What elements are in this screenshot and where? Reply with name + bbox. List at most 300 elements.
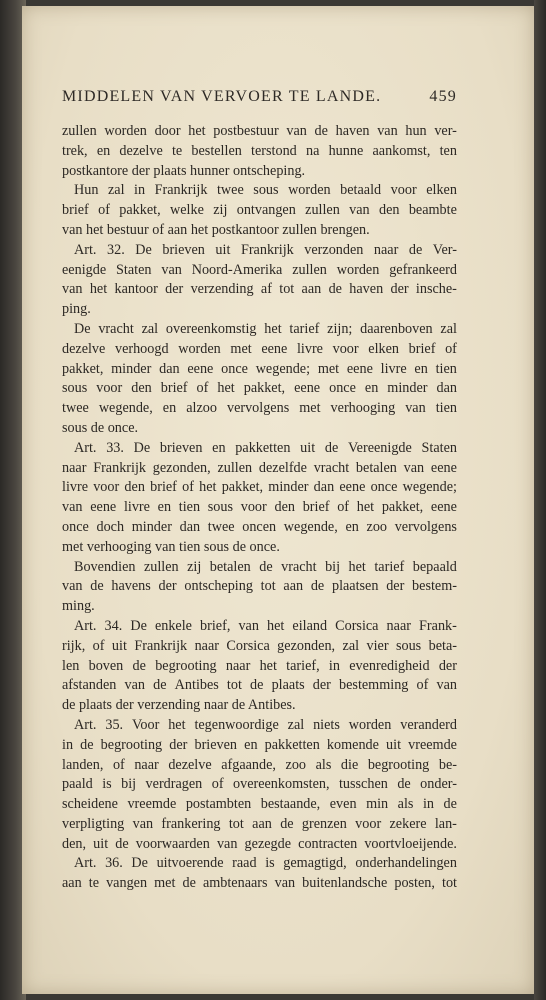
word: of xyxy=(92,637,105,654)
word: boven xyxy=(88,657,124,674)
word: wegende, xyxy=(283,518,338,535)
word: de xyxy=(182,875,196,892)
word: rijk, xyxy=(62,637,86,654)
word: De xyxy=(130,617,147,634)
word: Noord-Amerika xyxy=(191,261,283,278)
word: minder xyxy=(131,518,172,535)
word: twee xyxy=(62,400,89,417)
word: de xyxy=(397,776,411,793)
word: pakket, xyxy=(381,499,424,516)
word: Art. xyxy=(74,617,97,634)
word: der xyxy=(165,281,184,298)
word: aan xyxy=(283,578,304,595)
word: gemagtigd, xyxy=(283,855,347,872)
text-line xyxy=(62,756,457,776)
text-line xyxy=(62,320,457,340)
word: gezonden, xyxy=(152,459,211,476)
word: plaats xyxy=(271,677,305,694)
word: eene xyxy=(346,360,373,377)
word: elken xyxy=(368,340,399,357)
word: tot xyxy=(228,815,244,832)
text-line xyxy=(62,122,457,142)
line-text: de plaats der verzending naar de Antibes. xyxy=(62,697,296,714)
word: de xyxy=(153,677,167,694)
word: en xyxy=(364,380,379,397)
word: de xyxy=(314,123,328,139)
word: en xyxy=(345,518,359,535)
word: livre xyxy=(123,499,150,516)
word: eene xyxy=(294,380,321,397)
word: in xyxy=(328,657,340,674)
word: de xyxy=(80,736,94,753)
word: brieven xyxy=(159,439,203,456)
word: tien xyxy=(435,360,457,377)
running-title: MIDDELEN VAN VERVOER TE LANDE. xyxy=(62,88,382,105)
word: Voor xyxy=(131,716,160,733)
word: ontvangen xyxy=(236,202,296,219)
word: brieven xyxy=(162,241,205,258)
word: 33. xyxy=(106,439,124,456)
word: aankomst, xyxy=(372,142,431,159)
word: contracten xyxy=(298,835,358,852)
word: livre xyxy=(380,360,407,377)
word: Art. xyxy=(74,855,97,872)
word: zoo xyxy=(285,756,307,773)
word: wegende; xyxy=(255,360,311,377)
word: als xyxy=(315,756,332,773)
text-line xyxy=(62,637,457,657)
word: hunne xyxy=(328,142,364,159)
word: Corsica xyxy=(226,637,270,654)
text-line xyxy=(62,478,457,498)
word: aan xyxy=(252,815,272,832)
word: 34. xyxy=(104,617,123,634)
word: de xyxy=(259,558,273,575)
word: met xyxy=(317,360,340,377)
word: 32. xyxy=(107,241,125,258)
word: Antibes xyxy=(174,677,219,694)
word: grenzen xyxy=(301,815,347,832)
word: pakketten xyxy=(235,439,291,456)
word: ambtenaars xyxy=(202,875,268,892)
word: de xyxy=(310,578,325,595)
word: brieven xyxy=(194,736,238,753)
word: voor xyxy=(240,499,267,516)
text-line xyxy=(62,775,457,795)
text-line xyxy=(62,716,457,736)
word: haven xyxy=(349,281,384,298)
word: Frankrijk xyxy=(240,241,294,258)
word: voortvloeijende. xyxy=(364,835,457,852)
word: in xyxy=(134,182,146,199)
word: livre xyxy=(296,340,323,357)
word: dan xyxy=(313,479,335,496)
word: De xyxy=(131,855,148,872)
text-line xyxy=(62,795,457,815)
word: eene xyxy=(90,499,117,516)
word: 36. xyxy=(105,855,123,872)
word: minder xyxy=(268,479,309,496)
word: vreemde xyxy=(127,796,177,813)
word: de xyxy=(115,835,129,852)
text-line xyxy=(62,597,457,617)
word: of xyxy=(416,677,429,694)
word: vreemde xyxy=(408,736,457,753)
word: dan xyxy=(159,360,180,377)
word: en xyxy=(162,400,177,417)
word: Corsica xyxy=(335,617,379,634)
word: van xyxy=(286,123,307,139)
word: voor xyxy=(355,815,382,832)
word: begrooting xyxy=(155,657,217,674)
word: de xyxy=(408,241,423,258)
word: pakket, xyxy=(62,360,104,377)
word: van xyxy=(62,578,83,595)
word: minder xyxy=(387,380,428,397)
word: van xyxy=(238,617,259,634)
word: twee xyxy=(216,182,244,199)
word: van xyxy=(405,400,426,417)
word: worden xyxy=(104,123,147,139)
word: tegenwoordige xyxy=(194,716,279,733)
text-line xyxy=(62,379,457,399)
word: bestellen xyxy=(191,142,242,159)
word: met xyxy=(230,340,252,357)
word: gezegde xyxy=(244,835,292,852)
word: tot xyxy=(279,281,295,298)
word: tien xyxy=(178,499,201,516)
word: zijn; xyxy=(327,320,353,337)
word: betaald xyxy=(340,182,382,199)
word: once xyxy=(370,479,398,496)
word: zullen xyxy=(292,261,327,278)
word: en xyxy=(244,736,258,753)
word: of xyxy=(112,756,125,773)
word: naar xyxy=(134,756,159,773)
word: even xyxy=(329,796,357,813)
word: frankering xyxy=(161,815,221,832)
word: uit xyxy=(215,241,231,258)
word: vracht xyxy=(98,320,134,337)
word: te xyxy=(88,875,100,892)
word: dan xyxy=(436,380,457,397)
word: bij xyxy=(121,776,137,793)
word: naar xyxy=(373,241,399,258)
word: ten xyxy=(439,142,457,159)
word: uitvoerende xyxy=(156,855,224,872)
word: havens xyxy=(111,578,151,595)
word: niets xyxy=(313,716,340,733)
word: het xyxy=(267,617,285,634)
word: Bovendien xyxy=(74,558,136,575)
word: het xyxy=(264,320,282,337)
word: den, xyxy=(62,835,87,852)
word: elken xyxy=(426,182,457,199)
word: van xyxy=(216,835,238,852)
running-header xyxy=(62,88,457,106)
word: zullen xyxy=(305,202,340,219)
word: voor xyxy=(96,380,123,397)
word: aan xyxy=(301,281,322,298)
word: verhooging xyxy=(330,400,396,417)
word: be- xyxy=(438,756,457,773)
word: verhoogd xyxy=(114,340,169,357)
word: den xyxy=(378,202,400,219)
text-line xyxy=(62,854,457,874)
word: once xyxy=(221,360,248,377)
word: af xyxy=(260,281,272,298)
word: eene xyxy=(187,360,214,377)
word: naar xyxy=(194,637,219,654)
word: uit xyxy=(111,637,127,654)
word: tusschen xyxy=(338,776,388,793)
word: overeenkomstig xyxy=(165,320,257,337)
word: plaatsen xyxy=(331,578,379,595)
word: trek, xyxy=(62,142,88,159)
word: der xyxy=(438,657,457,674)
word: daarenboven xyxy=(360,320,433,337)
word: doch xyxy=(96,518,125,535)
word: de xyxy=(443,796,457,813)
word: enkele xyxy=(154,617,192,634)
word: betalen xyxy=(209,558,251,575)
word: zoo xyxy=(366,518,388,535)
word: kantoor xyxy=(114,281,158,298)
word: begrooting xyxy=(100,736,163,753)
line-text: van het bestuur of aan het postkantoor zullen brengen. xyxy=(62,221,370,238)
word: sous xyxy=(395,637,422,654)
word: pakket, xyxy=(221,479,264,496)
word: bestemming xyxy=(339,677,409,694)
text-line xyxy=(62,577,457,597)
text-line xyxy=(62,736,457,756)
word: bestem- xyxy=(412,578,457,595)
word: naar xyxy=(225,657,251,674)
word: eene xyxy=(261,340,288,357)
word: Art. xyxy=(74,439,97,456)
word: dezelve xyxy=(62,340,106,357)
word: afgaande, xyxy=(221,756,276,773)
line-text: ming. xyxy=(62,598,95,615)
word: of xyxy=(445,340,457,357)
word: het xyxy=(188,123,206,139)
word: sous xyxy=(253,182,279,199)
word: met xyxy=(154,875,176,892)
word: tot xyxy=(260,578,276,595)
word: de xyxy=(90,578,104,595)
text-line xyxy=(62,657,457,677)
word: gezonden, xyxy=(277,637,336,654)
word: van xyxy=(161,261,182,278)
word: het xyxy=(89,281,108,298)
word: De xyxy=(135,241,152,258)
word: dezelve xyxy=(119,142,163,159)
word: of xyxy=(182,479,194,496)
word: buitenlandsche xyxy=(302,875,388,892)
word: zullen xyxy=(143,558,179,575)
word: zal xyxy=(287,716,305,733)
word: eiland xyxy=(292,617,328,634)
word: pakketten xyxy=(264,736,320,753)
word: tot xyxy=(442,875,457,892)
word: bestaande, xyxy=(260,796,321,813)
word: het xyxy=(199,479,217,496)
word: betalen xyxy=(355,459,397,476)
word: met xyxy=(299,400,321,417)
word: brief xyxy=(150,479,177,496)
word: alzoo xyxy=(186,400,217,417)
word: verpligting xyxy=(62,815,125,832)
word: naar xyxy=(62,459,87,476)
word: komende xyxy=(326,736,379,753)
word: tot xyxy=(226,677,242,694)
word: Frankrijk xyxy=(154,182,208,199)
word: 35. xyxy=(105,716,124,733)
word: Vereenigde xyxy=(348,439,412,456)
word: der xyxy=(390,281,409,298)
word: Staten xyxy=(116,261,152,278)
word: de xyxy=(250,677,264,694)
word: het xyxy=(348,558,366,575)
word: verdragen xyxy=(145,776,203,793)
word: postbestuur xyxy=(213,123,279,139)
word: lan- xyxy=(434,815,457,832)
text-line xyxy=(62,874,457,894)
word: de xyxy=(324,439,339,456)
word: onderhandelingen xyxy=(355,855,457,872)
word: den xyxy=(131,380,152,397)
word: brief xyxy=(408,340,436,357)
word: brief xyxy=(302,499,330,516)
word: zal xyxy=(107,182,125,199)
word: en xyxy=(212,439,226,456)
word: begrooting xyxy=(367,756,430,773)
word: die xyxy=(340,756,359,773)
word: het xyxy=(259,657,277,674)
word: verzending xyxy=(190,281,254,298)
word: evenredigheid xyxy=(349,657,430,674)
text-line xyxy=(62,558,457,578)
word: en xyxy=(96,142,111,159)
word: brief xyxy=(160,380,188,397)
word: den xyxy=(274,499,295,516)
text-line xyxy=(62,538,457,558)
word: van xyxy=(436,677,457,694)
word: gefrankeerd xyxy=(389,261,457,278)
word: onder- xyxy=(420,776,457,793)
word: of xyxy=(98,202,110,219)
word: once xyxy=(62,518,89,535)
word: tarief xyxy=(374,558,405,575)
word: vervolgens xyxy=(394,518,457,535)
word: ontscheping xyxy=(184,578,253,595)
word: der xyxy=(386,578,405,595)
text-line xyxy=(62,399,457,419)
word: bepaald xyxy=(412,558,457,575)
word: eene xyxy=(430,459,457,476)
word: min xyxy=(366,796,389,813)
word: uit xyxy=(93,835,109,852)
word: Art. xyxy=(74,241,97,258)
line-text: ping. xyxy=(62,301,91,318)
text-line xyxy=(62,221,457,241)
word: Frankrijk xyxy=(93,459,146,476)
word: Art. xyxy=(74,716,97,733)
word: zullen xyxy=(217,459,253,476)
word: of xyxy=(211,776,224,793)
text-line xyxy=(62,439,457,459)
word: de xyxy=(328,281,342,298)
word: scheidene xyxy=(62,796,118,813)
text-line xyxy=(62,835,457,855)
word: veranderd xyxy=(400,716,457,733)
word: wegende; xyxy=(402,479,457,496)
word: en xyxy=(157,499,172,516)
word: zal xyxy=(342,637,360,654)
word: Frankrijk xyxy=(134,637,188,654)
word: vangen xyxy=(106,875,148,892)
word: vervolgens xyxy=(226,400,290,417)
text-line xyxy=(62,696,457,716)
word: van xyxy=(62,281,83,298)
word: paald xyxy=(62,776,93,793)
page-edge-shadow xyxy=(534,0,546,1000)
word: en xyxy=(414,360,428,377)
text-line xyxy=(62,181,457,201)
word: het xyxy=(356,499,375,516)
text-line xyxy=(62,300,457,320)
word: sous xyxy=(207,499,234,516)
line-text: sous de once. xyxy=(62,419,139,436)
word: tarief, xyxy=(286,657,320,674)
word: van xyxy=(132,815,154,832)
word: voor xyxy=(332,340,359,357)
word: raad xyxy=(232,855,257,872)
word: bij xyxy=(325,558,341,575)
word: zullen xyxy=(62,123,97,139)
word: tien xyxy=(435,400,457,417)
text-line xyxy=(62,201,457,221)
word: pakket, xyxy=(119,202,161,219)
text-line xyxy=(62,360,457,380)
text-line xyxy=(62,162,457,182)
word: voorwaarden xyxy=(135,835,210,852)
word: worden xyxy=(336,261,380,278)
text-line xyxy=(62,498,457,518)
word: dan xyxy=(179,518,201,535)
word: door xyxy=(154,123,181,139)
word: once xyxy=(329,380,356,397)
text-line xyxy=(62,340,457,360)
word: zekere xyxy=(389,815,427,832)
word: zal xyxy=(141,320,159,337)
word: De xyxy=(133,439,151,456)
word: van xyxy=(377,123,398,139)
word: sous xyxy=(62,380,88,397)
word: dezelfde xyxy=(258,459,307,476)
word: vracht xyxy=(281,558,317,575)
text-line xyxy=(62,815,457,835)
word: posten, xyxy=(394,875,435,892)
word: zal xyxy=(440,320,457,337)
word: pakket, xyxy=(243,380,286,397)
line-text: postkantore der plaats hunner ontscheping. xyxy=(62,162,306,179)
word: voor xyxy=(93,479,120,496)
word: insche- xyxy=(415,281,457,298)
word: in xyxy=(422,796,434,813)
word: verzonden xyxy=(304,241,364,258)
word: uit xyxy=(386,736,402,753)
